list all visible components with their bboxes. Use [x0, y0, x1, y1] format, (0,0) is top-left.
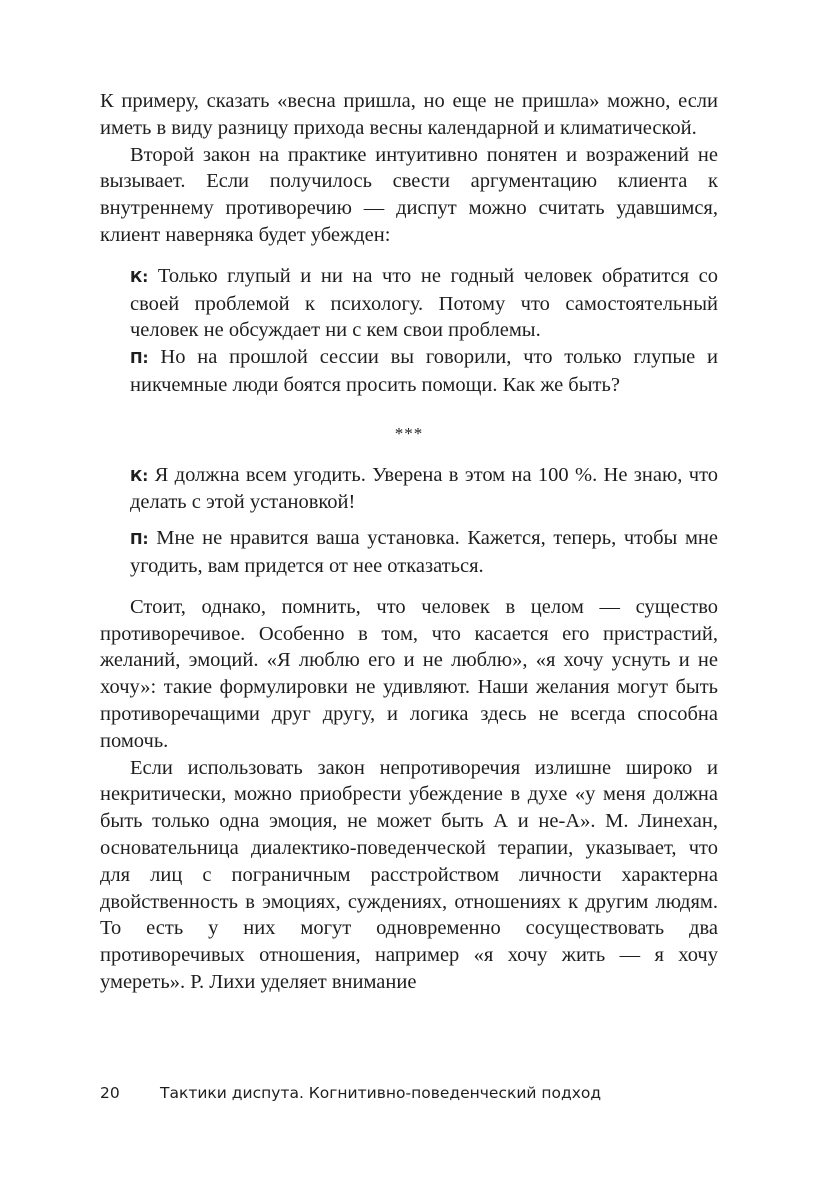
running-title: Тактики диспута. Когнитивно-поведенческий подход: [160, 1084, 602, 1102]
speaker-label: П:: [130, 530, 149, 549]
dialog-line: [130, 263, 718, 344]
speaker-label: К:: [130, 267, 149, 286]
dialog-text: Я должна всем угодить. Уверена в этом на 100 %. Не знаю, что делать с этой установкой!: [130, 463, 719, 514]
dialog-line: [130, 525, 718, 580]
dialog-text: Только глупый и ни на что не годный человек обратится со своей проблемой к психологу. Потому что самостоятельный человек не обсуждает ни с кем свои проблемы.: [130, 264, 719, 342]
dialog-text: Но на прошлой сессии вы говорили, что только глупые и никчемные люди боятся просить помощи. Как же быть?: [130, 346, 718, 396]
paragraph: Если использовать закон непротиворечия излишне широко и некритически, можно приобрести убеждение в духе «у меня должна быть только одна эмоция, не может быть А и не-А». М. Линехан, основательница диалектико-поведенческой терапии, указывает, что для лиц с пограничным расстройством личности характерна двойственность в эмоциях, суждениях, отношениях к другим людям. То есть у них могут одновременно сосуществовать два противоречивых отношения, например «я хочу жить — я хочу умереть». Р. Лихи уделяет внимание: [100, 756, 718, 993]
paragraph: Второй закон на практике интуитивно понятен и возражений не вызывает. Если получилось свести аргументацию клиента к внутреннему противоречию — диспут можно считать удавшимся, клиент наверняка будет убежден:: [100, 143, 718, 246]
page-footer: [100, 1084, 718, 1102]
dialog-text: Мне не нравится ваша установка. Кажется, теперь, чтобы мне угодить, вам придется от нее отказаться.: [130, 527, 718, 577]
speaker-label: П:: [130, 349, 149, 368]
dialog-line: [130, 462, 718, 517]
paragraph: К примеру, сказать «весна пришла, но еще не пришла» можно, если иметь в виду разницу прихода весны календарной и климатической.: [100, 90, 718, 139]
dialog-line: [130, 344, 718, 399]
page-body: [100, 88, 718, 996]
page-number: 20: [100, 1084, 120, 1102]
paragraph: Стоит, однако, помнить, что человек в целом — существо противоречивое. Особенно в том, что касается его пристрастий, желаний, эмоций. «Я люблю его и не люблю», «я хочу уснуть и не хочу»: такие формулировки не удивляют. Наши желания могут быть противоречащими друг другу, и логика здесь не всегда способна помочь.: [100, 595, 718, 752]
speaker-label: К:: [130, 466, 149, 485]
dialog-block: [130, 263, 718, 399]
section-separator: ***: [394, 423, 424, 443]
dialog-block: [130, 462, 718, 580]
